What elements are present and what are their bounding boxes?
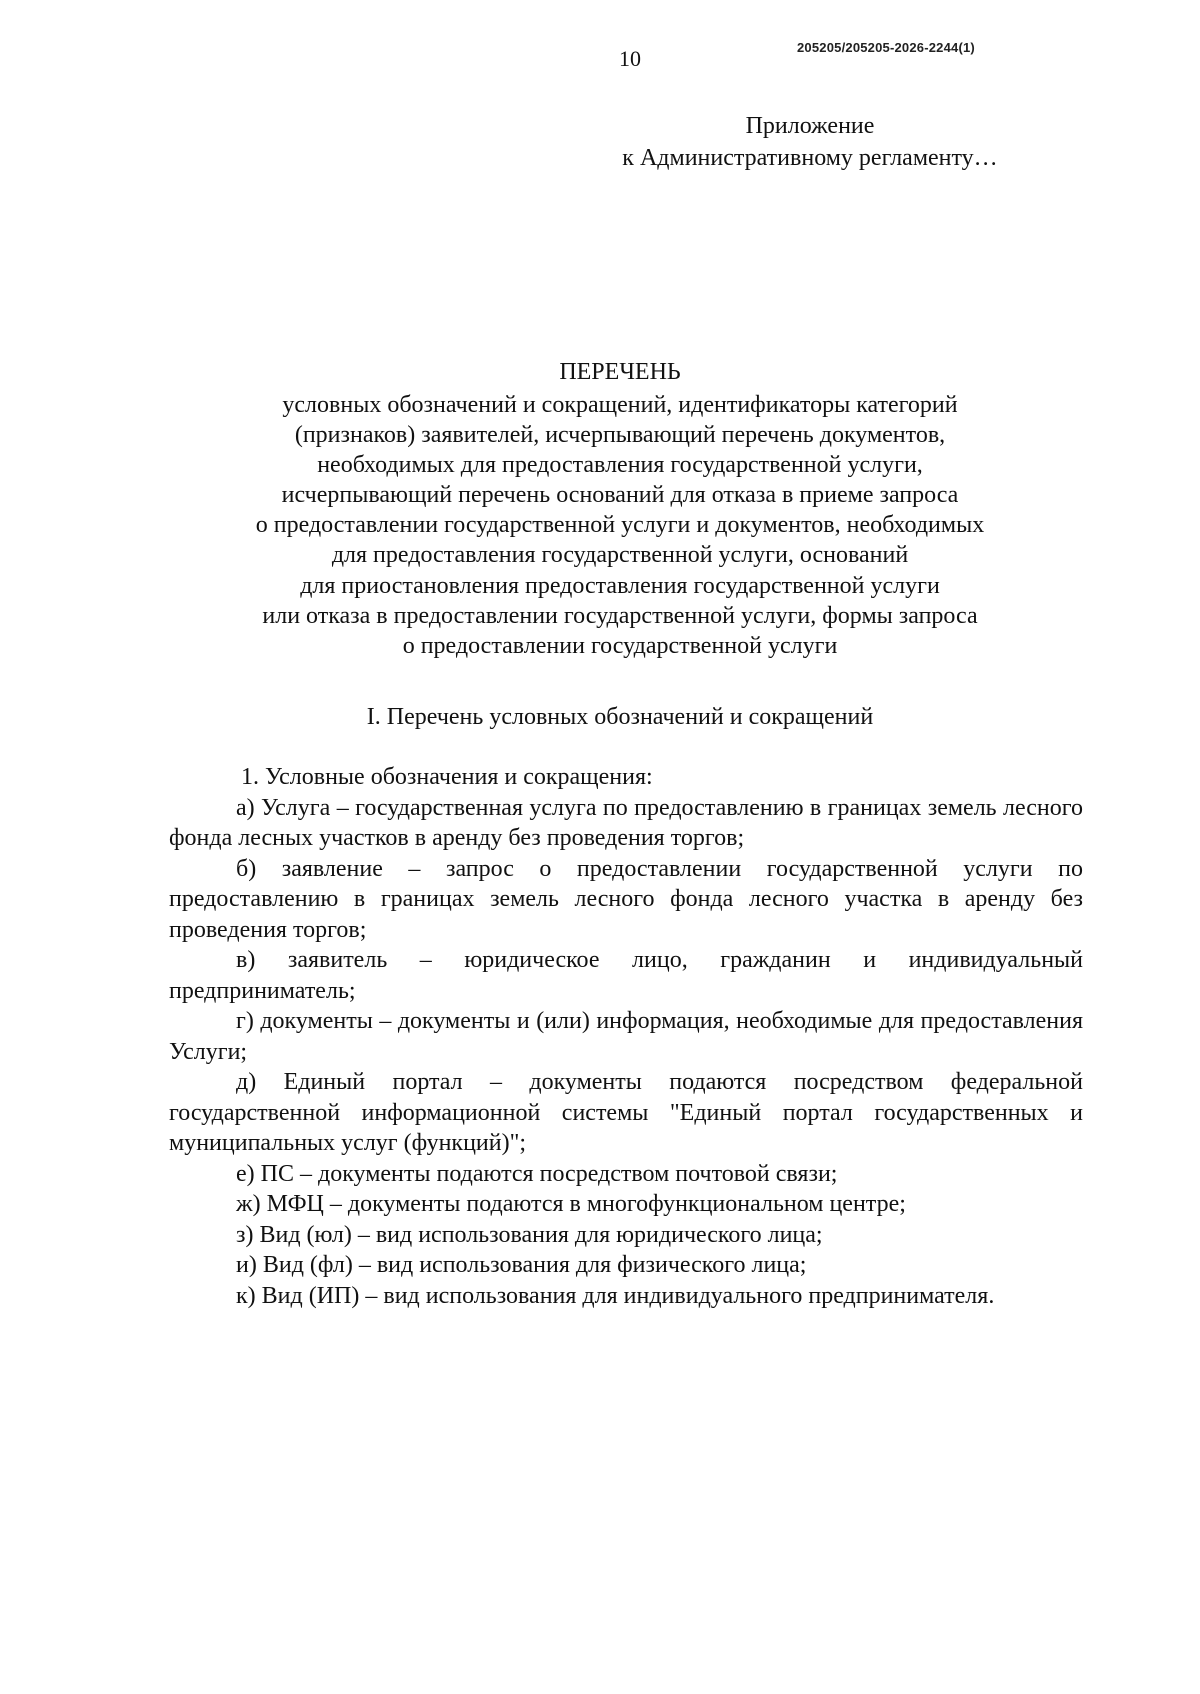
body-text [169, 762, 1083, 1311]
page-number: 10 [619, 46, 641, 71]
subtitle-line: необходимых для предоставления государственной услуги, [317, 452, 923, 479]
appendix-line-1: Приложение [745, 113, 875, 139]
subtitle-line: или отказа в предоставлении государственной услуги, формы запроса [262, 602, 978, 629]
subtitle-line: для приостановления предоставления государственной услуги [300, 572, 940, 599]
document-title: ПЕРЕЧЕНЬ [559, 359, 681, 385]
paragraph: д) Единый портал – документы подаются посредством федеральной государственной информационной системы "Единый портал государственных и муниципальных услуг (функций)"; [169, 1069, 1083, 1156]
paragraph: г) документы – документы и (или) информация, необходимые для предоставления Услуги; [169, 1008, 1083, 1065]
subtitle-line: (признаков) заявителей, исчерпывающий перечень документов, [294, 422, 946, 449]
subtitle-line: условных обозначений и сокращений, идентификаторы категорий [282, 392, 958, 418]
subtitle-line: о предоставлении государственной услуги и документов, необходимых [255, 512, 985, 539]
document-code: 205205/205205-2026-2244(1) [797, 40, 975, 55]
paragraph: з) Вид (юл) – вид использования для юридического лица; [236, 1221, 823, 1248]
paragraph: ж) МФЦ – документы подаются в многофункциональном центре; [236, 1191, 906, 1217]
appendix-line-2: к Административному регламенту… [622, 145, 998, 171]
section-heading: I. Перечень условных обозначений и сокращений [366, 704, 874, 730]
paragraph: е) ПС – документы подаются посредством почтовой связи; [236, 1160, 838, 1187]
paragraph: 1. Условные обозначения и сокращения: [241, 764, 653, 790]
subtitle-line: для предоставления государственной услуги, оснований [331, 542, 909, 569]
paragraph: в) заявитель – юридическое лицо, гражданин и индивидуальный предприниматель; [169, 947, 1083, 1004]
document-subtitle [160, 390, 1080, 661]
subtitle-line: о предоставлении государственной услуги [402, 632, 838, 659]
paragraph: б) заявление – запрос о предоставлении государственной услуги по предоставлению в границах земель лесного фонда лесного участка в аренду без проведения торгов; [169, 855, 1083, 943]
appendix-note [550, 110, 1070, 174]
subtitle-line: исчерпывающий перечень оснований для отказа в приеме запроса [281, 482, 959, 509]
paragraph: к) Вид (ИП) – вид использования для индивидуального предпринимателя. [236, 1282, 995, 1309]
paragraph: и) Вид (фл) – вид использования для физического лица; [236, 1252, 807, 1278]
paragraph: а) Услуга – государственная услуга по предоставлению в границах земель лесного фонда лесных участков в аренду без проведения торгов; [169, 794, 1083, 851]
